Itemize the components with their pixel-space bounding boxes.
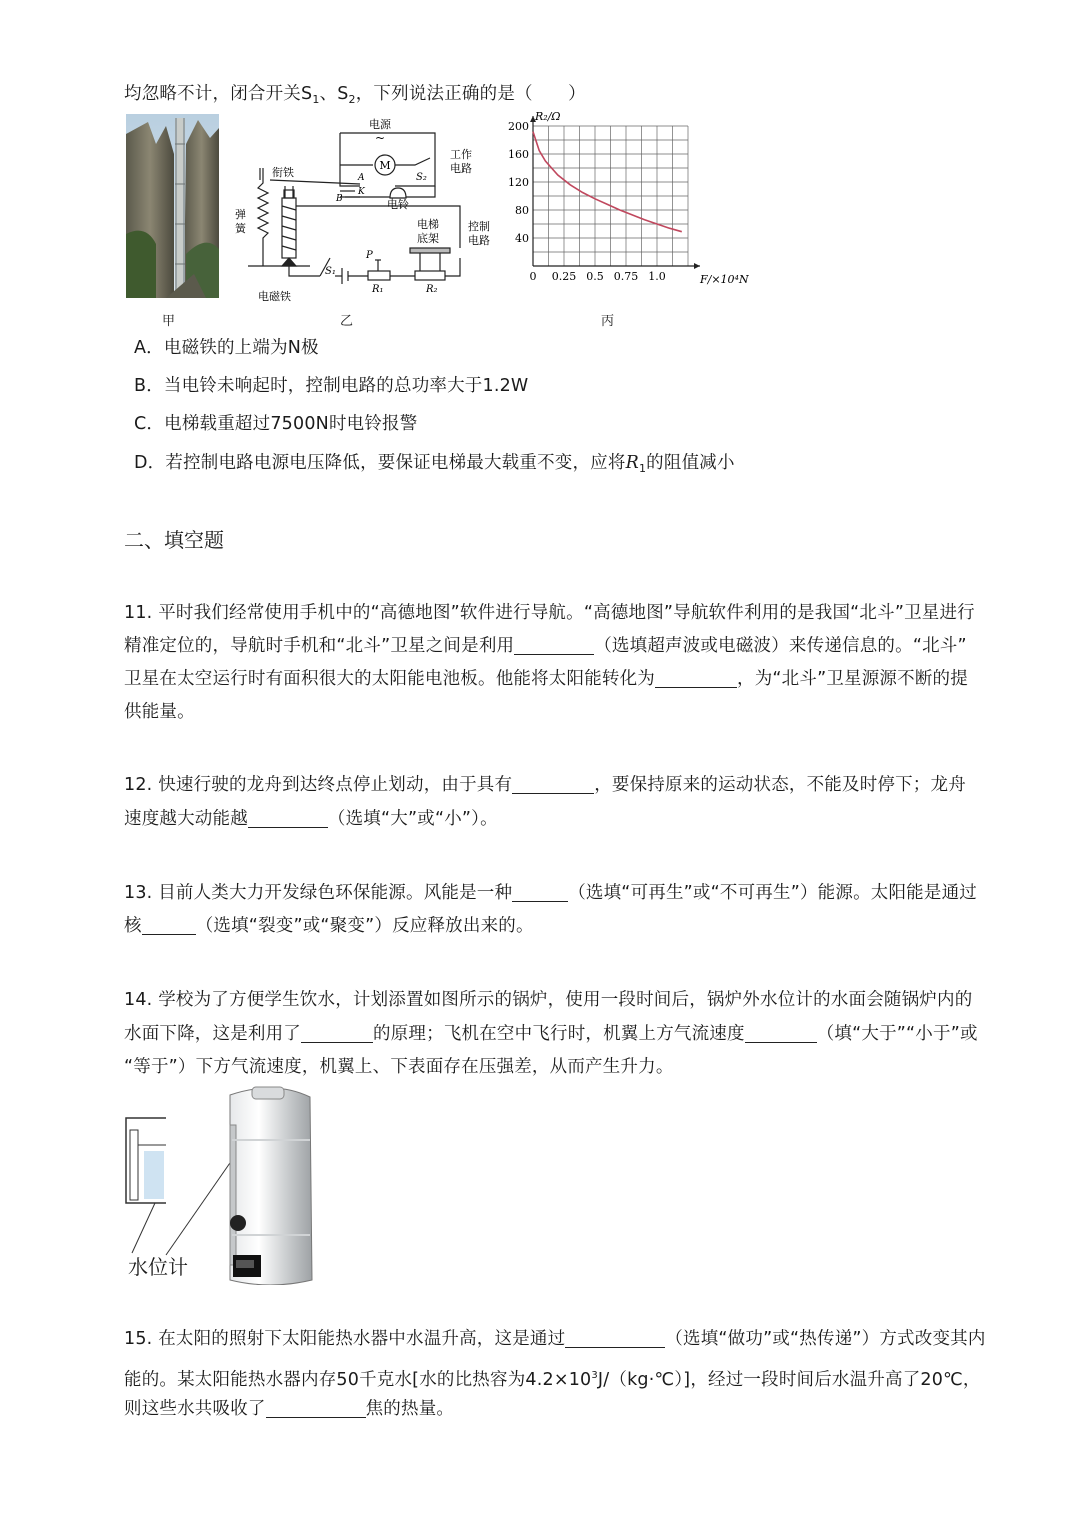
power-label: 电源	[369, 118, 391, 131]
answer-blank[interactable]	[512, 771, 594, 794]
answer-blank[interactable]	[655, 665, 737, 688]
q11-text: （选填超声波或电磁波）来传递信息的。“北斗”	[594, 636, 967, 656]
boiler-figure	[120, 1085, 320, 1285]
x-tick-label: 0.25	[551, 270, 577, 283]
q12-line-1	[124, 769, 966, 802]
chart-series	[533, 132, 682, 232]
q11-text: 卫星在太空运行时有面积很大的太阳能电池板。他能将太阳能转化为	[124, 669, 655, 689]
q14-text: （填“大于”“小于”或	[816, 1024, 978, 1044]
q13-text: （选填“裂变”或“聚变”）反应释放出来的。	[195, 916, 534, 936]
figure-jia-caption: 甲	[162, 314, 176, 329]
x-tick-label: 0.75	[613, 270, 639, 283]
x-tick-label: 0	[529, 270, 537, 283]
option-b[interactable]: B．当电铃未响起时，控制电路的总功率大于1.2W	[134, 376, 529, 396]
figure-bing-chart	[505, 106, 755, 291]
answer-blank[interactable]	[142, 912, 196, 935]
bell-label: 电铃	[387, 198, 409, 211]
option-d-text: D．若控制电路电源电压降低，要保证电梯最大载重不变，应将	[134, 453, 626, 473]
option-d[interactable]	[134, 447, 735, 485]
q14-line-2	[124, 1018, 978, 1051]
q11-line-1: 11. 平时我们经常使用手机中的“高德地图”软件进行导航。“高德地图”导航软件利用的是我国“北斗”卫星进行	[124, 603, 975, 623]
ac-symbol-icon: ~	[374, 131, 386, 145]
chart-x-axis-label: F/×10⁴N	[700, 273, 749, 286]
q15-line-3	[124, 1393, 454, 1426]
work-circuit-label-2: 电路	[450, 162, 472, 175]
series-line	[533, 132, 682, 232]
answer-blank[interactable]	[512, 879, 568, 902]
superscript: 3	[591, 1370, 598, 1381]
answer-blank[interactable]	[301, 1020, 373, 1043]
q11-text: 精准定位的，导航时手机和“北斗”卫星之间是利用	[124, 636, 515, 656]
q15-text: 则这些水共吸收了	[124, 1399, 266, 1419]
control-circuit-label-1: 控制	[468, 220, 490, 233]
figure-jia-photo	[126, 114, 219, 298]
y-tick-label: 120	[508, 176, 529, 189]
q11-line-3	[124, 663, 968, 696]
q12-text: 速度越大动能越	[124, 809, 248, 829]
q14-line-3: “等于”）下方气流速度，机翼上、下表面存在压强差，从而产生升力。	[124, 1057, 674, 1077]
cliff-elevator-image	[126, 114, 219, 298]
option-c[interactable]: C．电梯载重超过7500N时电铃报警	[134, 414, 418, 434]
figure-bing-caption: 丙	[601, 314, 615, 329]
option-a[interactable]: A．电磁铁的上端为N极	[134, 338, 319, 358]
answer-blank[interactable]	[248, 805, 328, 828]
section-title: 二、填空题	[124, 528, 224, 552]
q14-line-1: 14. 学校为了方便学生饮水，计划添置如图所示的锅炉，使用一段时间后，锅炉外水位计的水面会随锅炉内的	[124, 990, 973, 1010]
q15-text: （选填“做功”或“热传递”）方式改变其内	[665, 1329, 986, 1349]
armature-label: 衔铁	[272, 166, 294, 179]
elevator-base-label-1: 电梯	[417, 218, 439, 231]
motor-label: M	[379, 159, 391, 172]
y-tick-label: 40	[515, 232, 529, 245]
x-tick-label: 0.5	[586, 270, 604, 283]
switch-s1-label: S₁	[325, 266, 336, 277]
q12-text: （选填“大”或“小”）。	[327, 809, 498, 829]
q13-text: 13. 目前人类大力开发绿色环保能源。风能是一种	[124, 883, 513, 903]
answer-blank[interactable]	[745, 1020, 817, 1043]
q13-line-1	[124, 877, 977, 910]
resistor-r2-label: R₂	[426, 284, 438, 295]
q12-text: 12. 快速行驶的龙舟到达终点停止划动，由于具有	[124, 775, 513, 795]
q12-line-2	[124, 803, 498, 836]
answer-blank[interactable]	[514, 632, 594, 655]
q13-text: 核	[124, 916, 142, 936]
answer-blank[interactable]	[565, 1325, 665, 1348]
electromagnet-label: 电磁铁	[258, 290, 291, 303]
figure-yi-circuit	[230, 108, 505, 308]
option-d-symbol: R	[625, 453, 639, 473]
x-axis-arrow-icon	[694, 263, 700, 269]
q15-text: J/（kg·℃）]，经过一段时间后水温升高了20℃，	[597, 1370, 981, 1390]
q13-line-2	[124, 910, 534, 943]
subscript: 2	[348, 93, 356, 106]
q12-text: ，要保持原来的运动状态，不能及时停下；龙舟	[594, 775, 966, 795]
chart-ticks	[508, 120, 666, 283]
y-tick-label: 80	[515, 204, 529, 217]
spring-label-1: 弹	[235, 208, 246, 221]
q15-text: 能的。某太阳能热水器内存50千克水[水的比热容为4.2×10	[124, 1370, 592, 1390]
r2-force-chart	[505, 106, 755, 291]
elevator-base-label-2: 底架	[417, 232, 439, 245]
chart-y-axis-label: R₂/Ω	[535, 110, 561, 123]
figure-yi-caption: 乙	[340, 314, 354, 329]
q11-line-4: 供能量。	[124, 702, 195, 722]
q13-text: （选填“可再生”或“不可再生”）能源。太阳能是通过	[568, 883, 977, 903]
work-circuit-label-1: 工作	[450, 148, 472, 161]
control-circuit-label-2: 电路	[468, 234, 490, 247]
contact-a-label: A	[358, 173, 365, 183]
q11-text: ，为“北斗”卫星源源不断的提	[737, 669, 968, 689]
q10-stem-text: 均忽略不计，闭合开关S	[124, 84, 313, 104]
q15-line-2	[124, 1359, 981, 1397]
resistor-r1-label: R₁	[372, 284, 384, 295]
circuit-diagram	[230, 108, 505, 308]
water-gauge-label: 水位计	[128, 1255, 188, 1279]
q15-line-1	[124, 1323, 986, 1356]
q14-text: 水面下降，这是利用了	[124, 1024, 301, 1044]
option-d-text: 的阻值减小	[646, 453, 735, 473]
contact-k-label: K	[358, 187, 365, 197]
q14-text: 的原理；飞机在空中飞行时，机翼上方气流速度	[373, 1024, 745, 1044]
chart-grid	[533, 126, 688, 266]
chart-axes	[530, 116, 700, 269]
q10-stem-text: ，下列说法正确的是（ ）	[355, 84, 586, 104]
subscript: 1	[312, 93, 320, 106]
switch-s2-label: S₂	[416, 172, 427, 183]
spring-label-2: 簧	[235, 222, 246, 235]
q15-text: 15. 在太阳的照射下太阳能热水器中水温升高，这是通过	[124, 1329, 566, 1349]
answer-blank[interactable]	[266, 1395, 366, 1418]
q10-stem-text: 、S	[319, 84, 349, 104]
slider-p-label: P	[366, 250, 373, 261]
q15-text: 焦的热量。	[365, 1399, 455, 1419]
y-tick-label: 200	[508, 120, 529, 133]
y-tick-label: 160	[508, 148, 529, 161]
contact-b-label: B	[336, 194, 343, 204]
x-tick-label: 1.0	[648, 270, 666, 283]
q11-line-2	[124, 630, 967, 663]
subscript: 1	[638, 462, 647, 475]
